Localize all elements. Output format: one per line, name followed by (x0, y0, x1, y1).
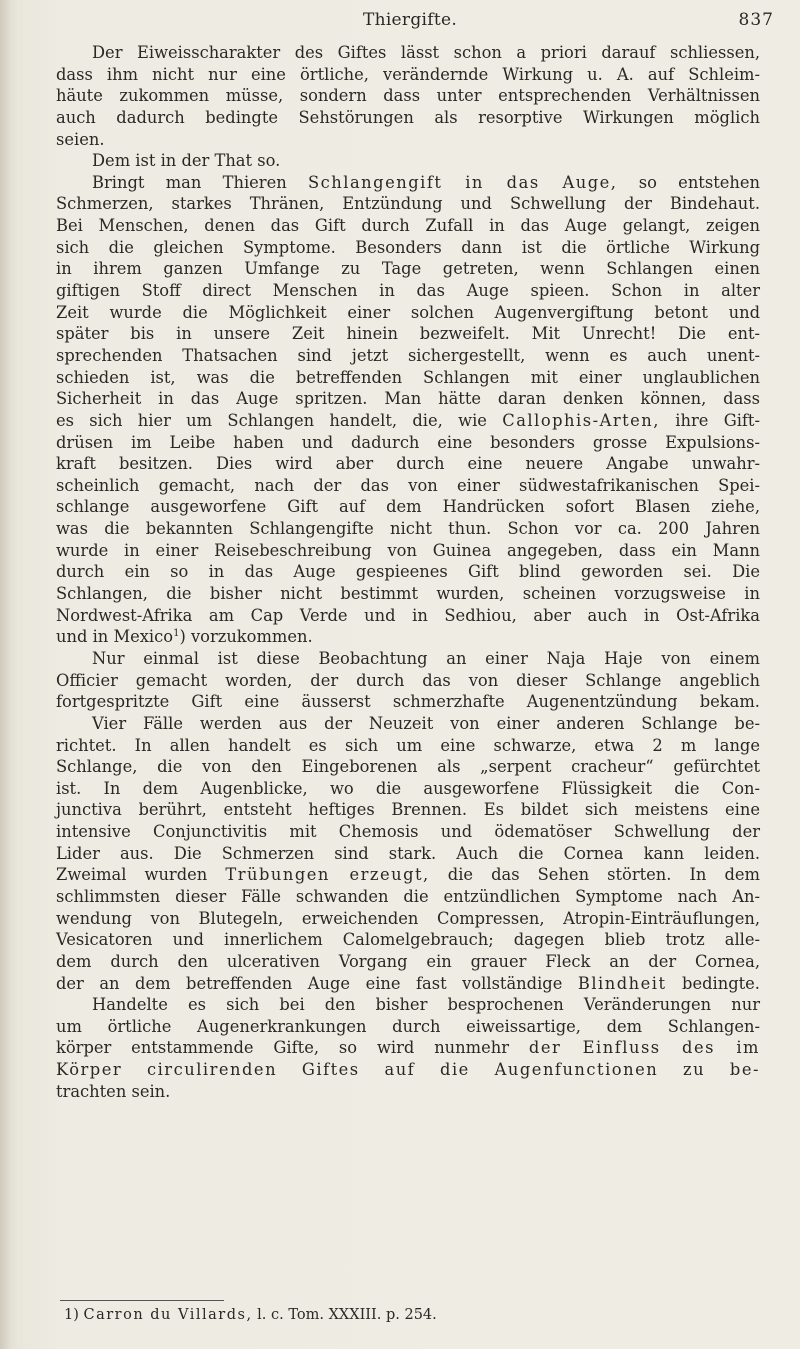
text-line (56, 626, 760, 648)
text-line: Schmerzen, starkes Thränen, Entzündung und Schwellung der Bindehaut. (56, 194, 760, 214)
text-line: Lider aus. Die Schmerzen sind stark. Auch die Cornea kann leiden. (56, 843, 760, 863)
text-line: sprechenden Thatsachen sind jetzt sichergestellt, wenn es auch unent- (56, 345, 760, 365)
footnote-ref: 1 (173, 628, 180, 640)
text-line: Schlange, die von den Eingeborenen als „serpent cracheur“ gefürchtet (56, 757, 760, 777)
text-line: sich die gleichen Symptome. Besonders dann ist die örtliche Wirkung (56, 237, 760, 257)
text-line: Nur einmal ist diese Beobachtung an einer Naja Haje von einem (92, 648, 760, 668)
text-line (56, 973, 760, 995)
text-line: dass ihm nicht nur eine örtliche, verändernde Wirkung u. A. auf Schleim- (56, 64, 760, 84)
text-fragment: Zweimal wurden (56, 865, 208, 885)
body-text (56, 42, 760, 1102)
text-fragment: ihre Gift- (675, 410, 760, 430)
text-fragment: ) vorzukommen. (179, 627, 313, 647)
text-fragment: bedingte. (682, 973, 760, 993)
text-line: trachten sein. (56, 1081, 171, 1101)
emphasis-spaced: Trübungen erzeugt, (225, 865, 430, 885)
text-line: schlange ausgeworfene Gift auf dem Handrücken sofort Blasen ziehe, (56, 497, 760, 517)
text-line (56, 1037, 760, 1059)
text-line: schlimmsten dieser Fälle schwanden die entzündlichen Symptome nach An- (56, 886, 760, 906)
text-line: scheinlich gemacht, nach der das von einer südwestafrikanischen Spei- (56, 475, 760, 495)
footnote-marker: 1) (64, 1307, 79, 1323)
text-fragment: körper entstammende Gifte, so wird nunmehr (56, 1038, 509, 1058)
running-title: Thiergifte. (362, 10, 458, 30)
text-fragment: so entstehen (638, 172, 760, 192)
footnote-divider (60, 1300, 224, 1301)
text-line: fortgespritzte Gift eine äusserst schmerzhafte Augenentzündung bekam. (56, 692, 760, 712)
emphasis-spaced: Blindheit (577, 973, 667, 993)
text-line: Vier Fälle werden aus der Neuzeit von einer anderen Schlange be- (92, 713, 760, 733)
text-line: junctiva berührt, entsteht heftiges Brennen. Es bildet sich meistens eine (56, 800, 760, 820)
text-line: giftigen Stoff direct Menschen in das Auge spieen. Schon in alter (56, 281, 760, 301)
text-fragment: und in Mexico (56, 627, 174, 647)
text-line: Nordwest-Afrika am Cap Verde und in Sedhiou, aber auch in Ost-Afrika (56, 605, 760, 625)
text-line: wurde in einer Reisebeschreibung von Guinea angegeben, dass ein Mann (56, 540, 760, 560)
running-header (60, 10, 774, 36)
text-fragment: es sich hier um Schlangen handelt, die, wie (56, 410, 487, 430)
text-fragment: die das Sehen störten. In dem (447, 865, 760, 885)
text-line: Der Eiweisscharakter des Giftes lässt schon a priori darauf schliessen, (92, 43, 760, 62)
text-line: Zeit wurde die Möglichkeit einer solchen Augenvergiftung betont und (56, 302, 760, 322)
text-line: Dem ist in der That so. (92, 151, 281, 171)
text-line: häute zukommen müsse, sondern dass unter entsprechenden Verhältnissen (56, 86, 760, 106)
text-fragment: der an dem betreffenden Auge eine fast vollständige (56, 973, 563, 993)
text-line: durch ein so in das Auge gespieenes Gift blind geworden sei. Die (56, 562, 760, 582)
text-line: dem durch den ulcerativen Vorgang ein grauer Fleck an der Cornea, (56, 951, 760, 971)
text-line: in ihrem ganzen Umfange zu Tage getreten, wenn Schlangen einen (56, 259, 760, 279)
text-line (56, 172, 760, 194)
text-line: kraft besitzen. Dies wird aber durch eine neuere Angabe unwahr- (56, 454, 760, 474)
text-line: Officier gemacht worden, der durch das von dieser Schlange angeblich (56, 670, 760, 690)
footnote-author: Carron du Villards, (83, 1307, 253, 1323)
text-line: Körper circulirenden Giftes auf die Augenfunctionen zu be- (56, 1060, 760, 1080)
emphasis-spaced: Schlangengift in das Auge, (308, 172, 618, 192)
text-line: Handelte es sich bei den bisher besprochenen Veränderungen nur (92, 995, 760, 1015)
text-line: was die bekannten Schlangengifte nicht thun. Schon vor ca. 200 Jahren (56, 519, 760, 539)
text-line: drüsen im Leibe haben und dadurch eine besonders grosse Expulsions- (56, 432, 760, 452)
footnote-reference: l. c. Tom. XXXIII. p. 254. (257, 1307, 437, 1323)
text-line: um örtliche Augenerkrankungen durch eiweissartige, dem Schlangen- (56, 1016, 760, 1036)
text-line: Schlangen, die bisher nicht bestimmt wurden, scheinen vorzugsweise in (56, 584, 760, 604)
footnote (64, 1307, 437, 1323)
page-binding-edge (0, 0, 10, 1349)
text-line: schieden ist, was die betreffenden Schlangen mit einer unglaublichen (56, 367, 760, 387)
emphasis-spaced: der Einfluss des im (528, 1038, 760, 1058)
text-line: auch dadurch bedingte Sehstörungen als resorptive Wirkungen möglich (56, 107, 760, 127)
text-fragment: Bringt man Thieren (92, 172, 287, 192)
text-line (56, 864, 760, 886)
text-line: Vesicatoren und innerlichem Calomelgebrauch; dagegen blieb trotz alle- (56, 930, 760, 950)
text-line: ist. In dem Augenblicke, wo die ausgeworfene Flüssigkeit die Con- (56, 778, 760, 798)
text-line: seien. (56, 129, 105, 149)
text-line: später bis in unsere Zeit hinein bezweifelt. Mit Unrecht! Die ent- (56, 324, 760, 344)
page-number: 837 (738, 10, 774, 30)
text-line: wendung von Blutegeln, erweichenden Compressen, Atropin-Einträuflungen, (56, 908, 760, 928)
text-line: intensive Conjunctivitis mit Chemosis und ödematöser Schwellung der (56, 822, 760, 842)
text-line: Sicherheit in das Auge spritzen. Man hätte daran denken können, dass (56, 389, 760, 409)
text-line (56, 410, 760, 432)
text-line: Bei Menschen, denen das Gift durch Zufall in das Auge gelangt, zeigen (56, 216, 760, 236)
emphasis-spaced: Callophis-Arten, (502, 410, 660, 430)
text-line: richtet. In allen handelt es sich um eine schwarze, etwa 2 m lange (56, 735, 760, 755)
